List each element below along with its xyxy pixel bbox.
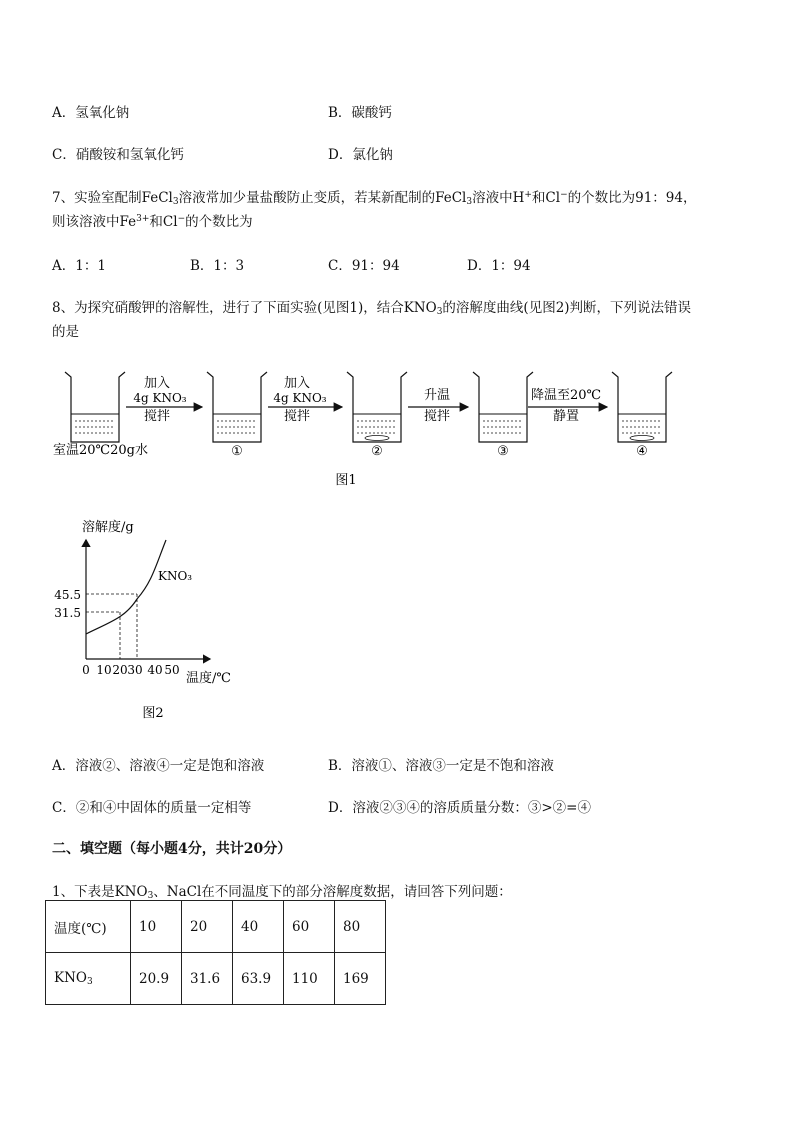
beaker-label-1: ① xyxy=(231,444,243,459)
table-cell: 169 xyxy=(335,953,386,1005)
table-cell: 40 xyxy=(233,901,284,953)
table-cell: 80 xyxy=(335,901,386,953)
q8-option-a: A．溶液②、溶液④一定是饱和溶液 xyxy=(52,758,265,774)
q8-option-c: C．②和④中固体的质量一定相等 xyxy=(52,800,252,816)
arrow2-middle-label: 4g KNO₃ xyxy=(273,391,327,405)
figure-2-caption: 图2 xyxy=(142,706,164,721)
q8-option-b: B．溶液①、溶液③一定是不饱和溶液 xyxy=(328,758,554,774)
arrow2-top-label: 加入 xyxy=(283,376,311,391)
q8-stem-line1: 8、为探究硝酸钾的溶解性，进行了下面实验(见图1)，结合$KNO_3$的溶解度曲线(见图2)判断，下列说法错误 xyxy=(52,300,692,317)
table-cell: 31.6 xyxy=(182,953,233,1005)
arrow1-bottom-label: 搅拌 xyxy=(143,409,171,424)
table-cell: 110 xyxy=(284,953,335,1005)
y-axis-label: 溶解度/g xyxy=(82,520,134,535)
beaker-2 xyxy=(347,372,407,442)
x-tick-0: 0 xyxy=(82,663,90,677)
q6-option-c: C．硝酸铵和氢氧化钙 xyxy=(52,147,184,163)
q6-option-d: D．氯化钠 xyxy=(328,147,393,163)
figure-1-caption: 图1 xyxy=(335,473,357,488)
arrow4-bottom-label: 静置 xyxy=(552,409,580,424)
y-tick-45-5: 45.5 xyxy=(54,588,81,602)
curve-label: KNO₃ xyxy=(158,569,193,583)
table-row-header xyxy=(46,901,386,953)
arrow3-top-label: 升温 xyxy=(423,388,451,403)
table-cell: 10 xyxy=(131,901,182,953)
section-2-heading: 二、填空题（每小题4分，共计20分） xyxy=(52,841,292,857)
fill-q1-stem: 1、下表是$KNO_3$、NaCl在不同温度下的部分溶解度数据，请回答下列问题： xyxy=(52,884,512,901)
q7-stem-line1: 7、实验室配制FeCl$_3$溶液常加少量盐酸防止变质，若某新配制的FeCl$_3$溶液中H+和Cl−的个数比为91：94， xyxy=(52,190,697,207)
q7-stem-line2: 则该溶液中$Fe^{3+}$和Cl−的个数比为 xyxy=(52,214,253,230)
table-cell: 温度(℃) xyxy=(46,901,131,953)
arrow2-bottom-label: 搅拌 xyxy=(283,409,311,424)
table-cell: 20.9 xyxy=(131,953,182,1005)
table-cell: 60 xyxy=(284,901,335,953)
q7-option-d: D．1：94 xyxy=(467,258,531,274)
beaker-label-3: ③ xyxy=(497,444,509,459)
q6-option-a: A．氢氧化钠 xyxy=(52,105,130,121)
x-tick-40: 40 xyxy=(147,663,163,677)
table-cell: 63.9 xyxy=(233,953,284,1005)
table-row-kno3 xyxy=(46,953,386,1005)
y-tick-31-5: 31.5 xyxy=(54,606,81,620)
q7-option-a: A．1：1 xyxy=(52,258,106,274)
q8-stem-line2: 的是 xyxy=(52,324,79,340)
q7-option-b: B．1：3 xyxy=(190,258,245,274)
q8-option-d: D．溶液②③④的溶质质量分数：③>②=④ xyxy=(328,800,591,816)
table-cell-label: $KNO_3$ xyxy=(46,953,131,1005)
arrow3-bottom-label: 搅拌 xyxy=(423,409,451,424)
x-tick-50: 50 xyxy=(164,663,180,677)
x-tick-30: 30 xyxy=(127,663,143,677)
kno3-solubility-curve xyxy=(86,540,166,634)
q7-option-c: C．91：94 xyxy=(328,258,400,274)
arrow4-top-label: 降温至20℃ xyxy=(530,388,602,403)
q6-option-b: B．碳酸钙 xyxy=(328,105,392,121)
beaker-1 xyxy=(207,372,267,442)
solubility-table xyxy=(45,900,386,1005)
figure-2-solubility-chart xyxy=(40,510,260,725)
arrow1-top-label: 加入 xyxy=(143,376,171,391)
beaker-label-4: ④ xyxy=(636,444,648,459)
table-cell: 20 xyxy=(182,901,233,953)
x-axis-label: 温度/℃ xyxy=(186,671,231,686)
beaker-start xyxy=(65,372,125,442)
beaker-label-2: ② xyxy=(371,444,383,459)
x-tick-20: 20 xyxy=(112,663,128,677)
solid-crystals xyxy=(630,436,654,441)
beaker-3 xyxy=(473,372,533,442)
arrow1-middle-label: 4g KNO₃ xyxy=(133,391,187,405)
beaker-4 xyxy=(612,372,672,442)
solid-precipitate xyxy=(365,436,389,441)
x-tick-10: 10 xyxy=(96,663,112,677)
figure-1-diagram xyxy=(0,360,794,495)
start-condition-label: 室温20℃20g水 xyxy=(53,443,148,458)
